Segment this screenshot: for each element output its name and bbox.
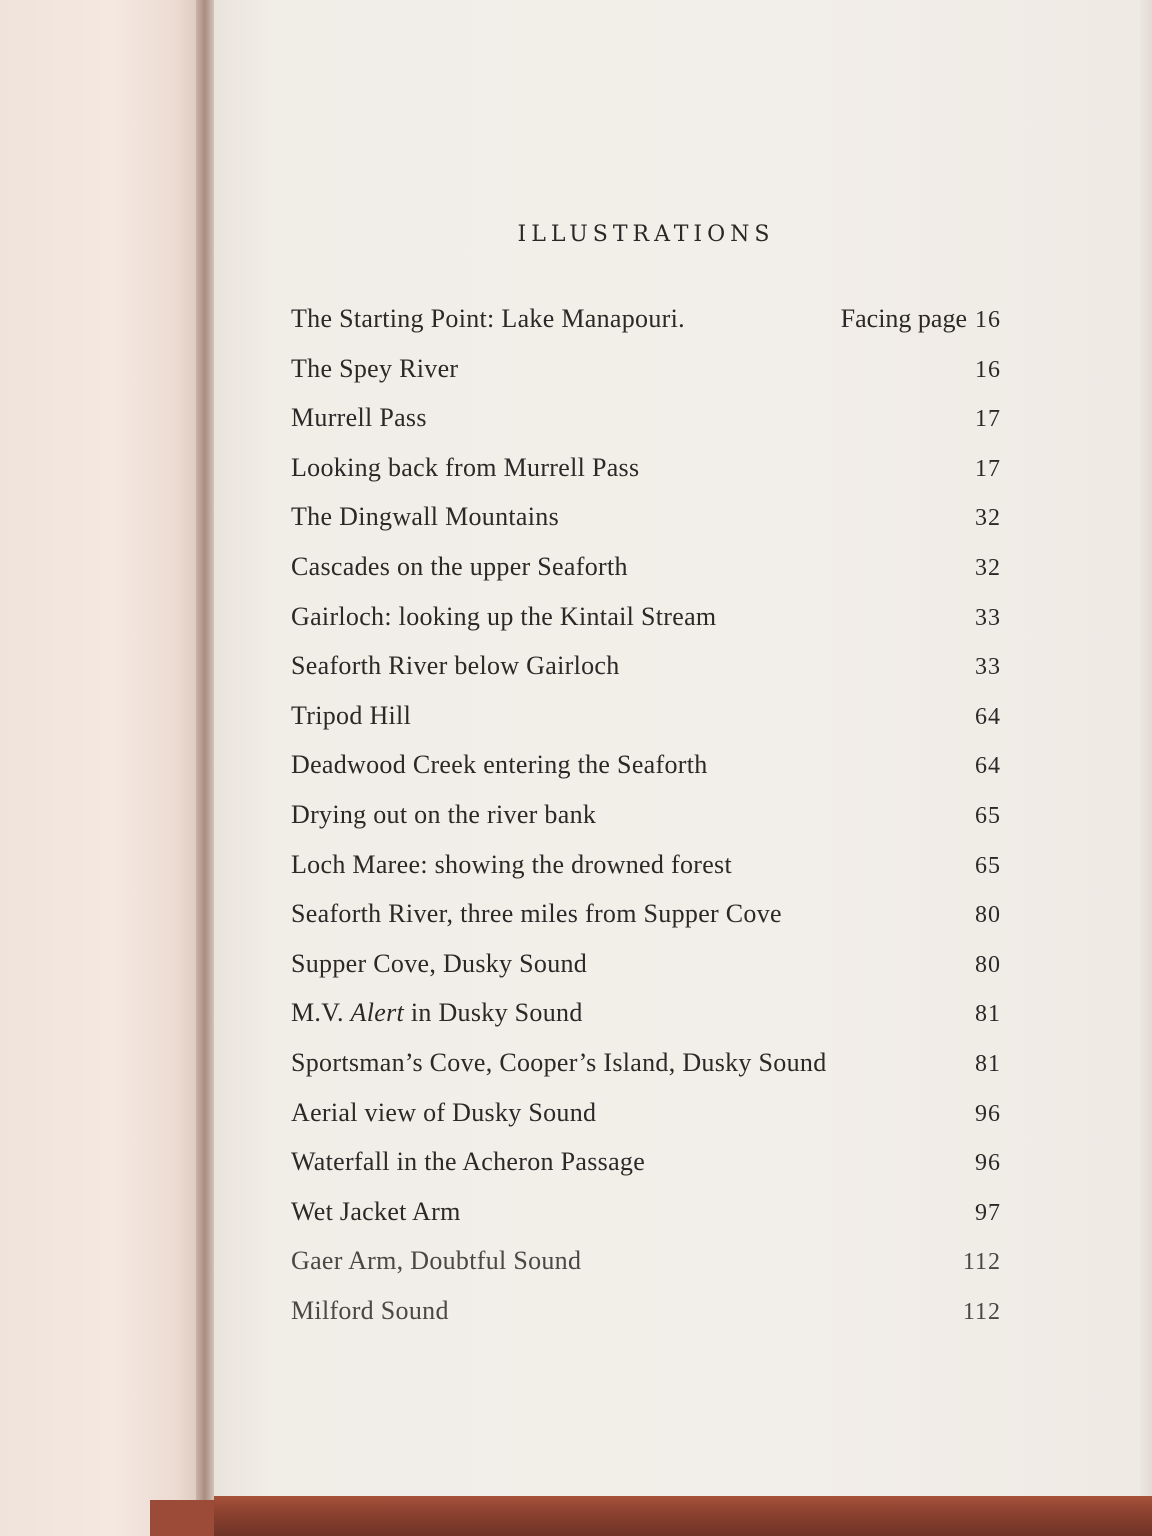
illustration-caption: Milford Sound [291, 1295, 449, 1325]
list-item [291, 552, 1001, 602]
list-item [291, 949, 1001, 999]
page-number: 96 [975, 1100, 1001, 1127]
illustration-caption: Gaer Arm, Doubtful Sound [291, 1246, 582, 1276]
illustration-caption: Loch Maree: showing the drowned forest [291, 849, 732, 879]
page-title: ILLUSTRATIONS [517, 222, 775, 247]
page-number: 64 [975, 753, 1001, 780]
list-item [291, 1296, 1001, 1346]
caption-suffix: in Dusky Sound [404, 998, 583, 1028]
list-item [291, 602, 1001, 652]
list-item [291, 1147, 1001, 1197]
list-item [291, 403, 1001, 453]
page-reference [975, 701, 1001, 731]
page-reference [975, 750, 1001, 780]
illustration-caption: The Dingwall Mountains [291, 502, 560, 532]
illustration-caption: Seaforth River, three miles from Supper Cove [291, 899, 782, 929]
page-number: 96 [975, 1150, 1001, 1177]
page-reference [975, 1098, 1001, 1128]
list-item [291, 998, 1001, 1048]
illustration-caption: Seaforth River below Gairloch [291, 651, 620, 681]
list-item [291, 701, 1001, 751]
illustration-caption: Cascades on the upper Seaforth [291, 551, 628, 581]
page-number: 33 [975, 604, 1001, 631]
illustration-caption: Looking back from Murrell Pass [291, 452, 640, 482]
list-item [291, 1098, 1001, 1148]
page-number: 65 [975, 802, 1001, 829]
list-item [291, 354, 1001, 404]
page-reference [841, 304, 1001, 334]
list-item [291, 800, 1001, 850]
page-number: 17 [975, 406, 1001, 433]
page-number: 97 [975, 1199, 1001, 1226]
page-number: 33 [975, 654, 1001, 681]
page-reference [975, 949, 1001, 979]
list-item [291, 651, 1001, 701]
page-number: 16 [975, 307, 1001, 333]
page-number: 80 [975, 951, 1001, 978]
illustration-caption: Drying out on the river bank [291, 799, 597, 829]
page-reference [975, 453, 1001, 483]
page-reference [975, 602, 1001, 632]
illustration-caption: The Starting Point: Lake Manapouri. [291, 304, 685, 333]
page-reference [975, 502, 1001, 532]
page-number: 64 [975, 703, 1001, 730]
page-number: 65 [975, 852, 1001, 879]
page-reference [975, 800, 1001, 830]
illustration-caption: The Spey River [291, 353, 459, 383]
illustration-caption: Wet Jacket Arm [291, 1196, 461, 1226]
page-reference [975, 552, 1001, 582]
list-item [291, 453, 1001, 503]
list-item [291, 899, 1001, 949]
list-item [291, 502, 1001, 552]
book-cover-edge [214, 1496, 1152, 1536]
list-item [291, 750, 1001, 800]
page-number: 81 [975, 1001, 1001, 1028]
list-item [291, 1246, 1001, 1296]
illustration-caption: Waterfall in the Acheron Passage [291, 1147, 646, 1177]
facing-page-label: Facing page [840, 304, 967, 333]
page-reference [963, 1246, 1001, 1276]
illustration-caption: Gairloch: looking up the Kintail Stream [291, 601, 717, 631]
cover-edge-left [150, 1500, 220, 1536]
page-number: 17 [975, 455, 1001, 482]
page-number: 32 [975, 505, 1001, 532]
illustration-caption: Sportsman’s Cove, Cooper’s Island, Dusky Sound [291, 1047, 827, 1077]
page-reference [975, 998, 1001, 1028]
page-reference [975, 1147, 1001, 1177]
vessel-name: Alert [350, 998, 405, 1028]
page-number: 112 [962, 1298, 1001, 1325]
illustrations-list [291, 304, 1001, 1345]
page-reference [963, 1296, 1001, 1326]
page-reference [975, 354, 1001, 384]
page-reference [975, 651, 1001, 681]
page-reference [975, 403, 1001, 433]
list-item [291, 304, 1001, 354]
page-reference [975, 1197, 1001, 1227]
page-number: 112 [962, 1249, 1001, 1276]
illustration-caption: Aerial view of Dusky Sound [291, 1097, 597, 1127]
page-reference [975, 1048, 1001, 1078]
list-item [291, 850, 1001, 900]
caption-prefix: M.V. [291, 998, 351, 1028]
page-number: 81 [975, 1050, 1001, 1077]
illustration-caption: Murrell Pass [291, 403, 427, 433]
illustration-caption [291, 998, 583, 1028]
illustration-caption: Tripod Hill [291, 700, 412, 730]
page-reference [975, 850, 1001, 880]
list-item [291, 1197, 1001, 1247]
page-number: 80 [975, 902, 1001, 929]
illustration-caption: Supper Cove, Dusky Sound [291, 948, 588, 978]
page-number: 16 [975, 356, 1001, 383]
page-number: 32 [975, 554, 1001, 581]
illustration-caption: Deadwood Creek entering the Seaforth [291, 750, 708, 780]
page-reference [975, 899, 1001, 929]
list-item [291, 1048, 1001, 1098]
